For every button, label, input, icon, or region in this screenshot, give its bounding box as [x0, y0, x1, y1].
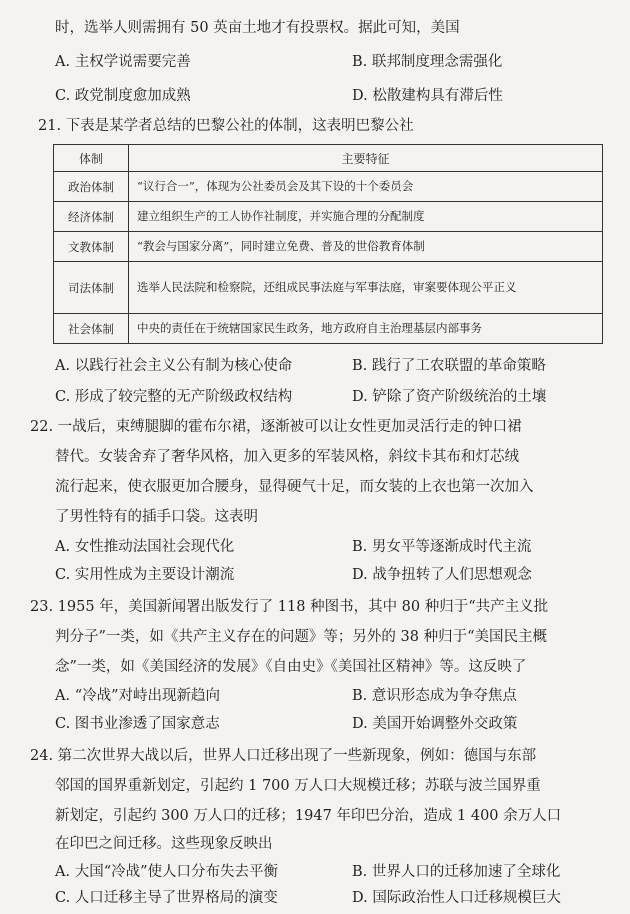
table-cell-system: 司法体制 — [54, 262, 129, 314]
q23-option-b[interactable]: B. 意识形态成为争夺焦点 — [352, 688, 517, 704]
table-cell-system: 社会体制 — [54, 314, 129, 344]
q22-option-b[interactable]: B. 男女平等逐渐成时代主流 — [352, 539, 532, 555]
q21-option-c[interactable]: C. 形成了较完整的无产阶级政权结构 — [55, 389, 293, 405]
q24-stem-line-1: 24. 第二次世界大战以后，世界人口迁移出现了一些新现象，例如：德国与东部 — [30, 748, 537, 764]
table-row — [54, 202, 603, 232]
q20-option-a[interactable]: A. 主权学说需要完善 — [55, 54, 191, 70]
q24-stem-line-2: 邻国的国界重新划定，引起约 1 700 万人口大规模迁移；苏联与波兰国界重 — [55, 778, 541, 794]
q20-option-d[interactable]: D. 松散建构具有滞后性 — [352, 88, 503, 104]
q23-option-d[interactable]: D. 美国开始调整外交政策 — [352, 716, 518, 732]
q23-stem-line-3: 念”一类，如《美国经济的发展》《自由史》《美国社区精神》等。这反映了 — [55, 659, 527, 675]
q23-stem-line-2: 判分子”一类，如《共产主义存在的问题》等；另外的 38 种归于“美国民主概 — [55, 629, 547, 645]
q22-stem-line-2: 替代。女装舍弃了奢华风格，加入更多的军装风格，斜纹卡其布和灯芯绒 — [55, 449, 519, 465]
q24-stem-line-4: 在印巴之间迁移。这些现象反映出 — [55, 836, 273, 852]
table-cell-feature: 建立组织生产的工人协作社制度，并实施合理的分配制度 — [129, 202, 603, 232]
q24-option-d[interactable]: D. 国际政治性人口迁移规模巨大 — [352, 890, 561, 906]
table-row — [54, 314, 603, 344]
table-cell-system: 文教体制 — [54, 232, 129, 262]
q23-stem-line-1: 23. 1955 年，美国新闻署出版发行了 118 种图书，其中 80 种归于“共产主义批 — [30, 599, 549, 615]
q21-option-b[interactable]: B. 践行了工农联盟的革命策略 — [352, 358, 546, 374]
q20-stem-tail: 时，选举人则需拥有 50 英亩土地才有投票权。据此可知，美国 — [55, 20, 460, 36]
table-cell-feature: “教会与国家分离”，同时建立免费、普及的世俗教育体制 — [129, 232, 603, 262]
q24-option-b[interactable]: B. 世界人口的迁移加速了全球化 — [352, 864, 561, 880]
table-cell-system: 经济体制 — [54, 202, 129, 232]
q21-option-d[interactable]: D. 铲除了资产阶级统治的土壤 — [352, 389, 547, 405]
q20-option-c[interactable]: C. 政党制度愈加成熟 — [55, 88, 191, 104]
q21-stem: 21. 下表是某学者总结的巴黎公社的体制，这表明巴黎公社 — [38, 118, 414, 134]
q21-table — [53, 144, 603, 344]
table-header-features: 主要特征 — [129, 145, 603, 172]
table-cell-system: 政治体制 — [54, 172, 129, 202]
q22-stem-line-4: 了男性特有的插手口袋。这表明 — [55, 509, 258, 525]
q22-stem-line-3: 流行起来，使衣服更加合腰身，显得硬气十足，而女装的上衣也第一次加入 — [55, 479, 534, 495]
q22-option-a[interactable]: A. 女性推动法国社会现代化 — [55, 539, 235, 555]
q24-stem-line-3: 新划定，引起约 300 万人口的迁移；1947 年印巴分治，造成 1 400 余万人口 — [55, 808, 562, 824]
q24-option-c[interactable]: C. 人口迁移主导了世界格局的演变 — [55, 890, 278, 906]
q23-option-c[interactable]: C. 图书业渗透了国家意志 — [55, 716, 220, 732]
table-row — [54, 172, 603, 202]
table-row — [54, 232, 603, 262]
table-cell-feature: “议行合一”，体现为公社委员会及其下设的十个委员会 — [129, 172, 603, 202]
q24-option-a[interactable]: A. 大国“冷战”使人口分布失去平衡 — [55, 864, 279, 880]
q21-option-a[interactable]: A. 以践行社会主义公有制为核心使命 — [55, 358, 293, 374]
q23-option-a[interactable]: A. “冷战”对峙出现新趋向 — [55, 688, 221, 704]
table-header-system: 体制 — [54, 145, 129, 172]
table-cell-feature: 选举人民法院和检察院，还组成民事法庭与军事法庭，审案要体现公平正义 — [129, 262, 603, 314]
table-row — [54, 262, 603, 314]
q22-option-c[interactable]: C. 实用性成为主要设计潮流 — [55, 567, 235, 583]
q22-stem-line-1: 22. 一战后，束缚腿脚的霍布尔裙，逐渐被可以让女性更加灵活行走的钟口裙 — [30, 419, 522, 435]
table-header-row — [54, 145, 603, 172]
table-cell-feature: 中央的责任在于统辖国家民生政务，地方政府自主治理基层内部事务 — [129, 314, 603, 344]
q22-option-d[interactable]: D. 战争扭转了人们思想观念 — [352, 567, 532, 583]
q20-option-b[interactable]: B. 联邦制度理念需强化 — [352, 54, 503, 70]
